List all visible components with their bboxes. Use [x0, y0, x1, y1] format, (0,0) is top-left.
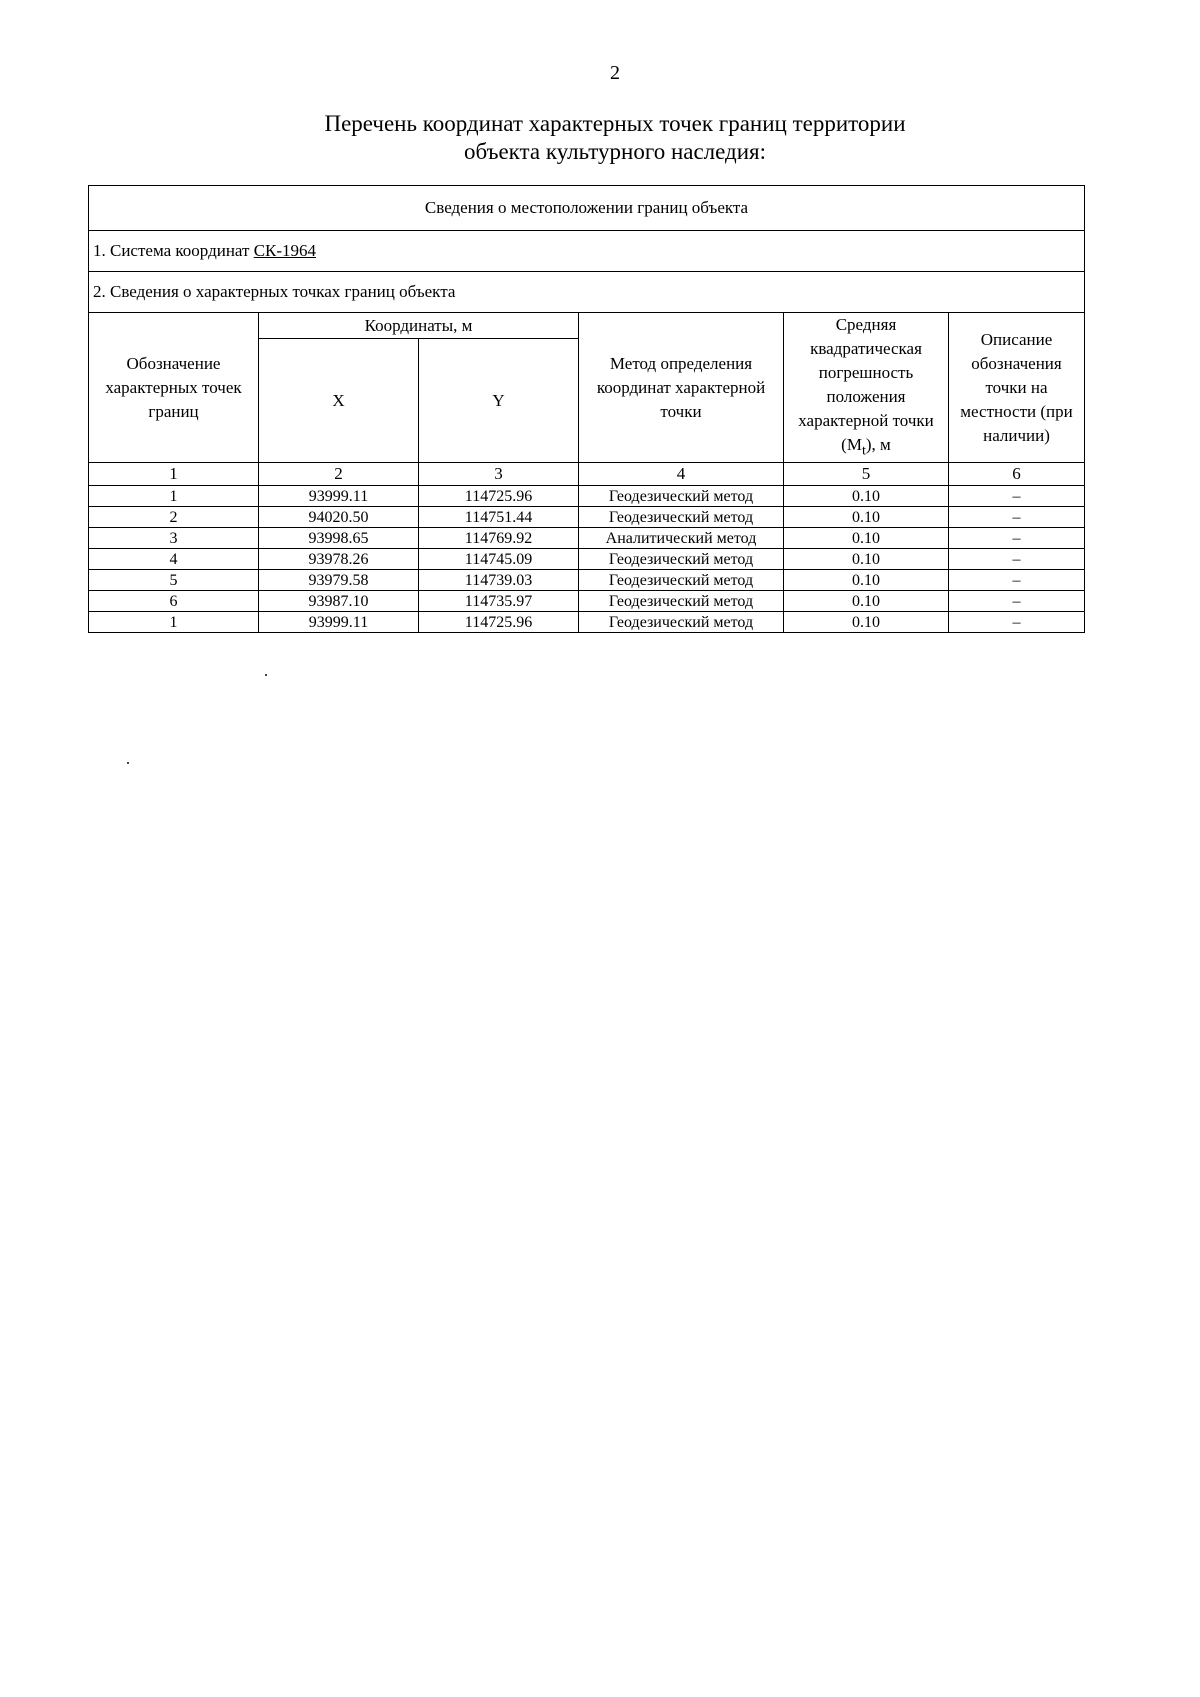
cell-x: 93999.11: [259, 486, 419, 507]
cell-error: 0.10: [784, 591, 949, 612]
cell-error: 0.10: [784, 549, 949, 570]
cell-x: 94020.50: [259, 507, 419, 528]
cell-description: –: [949, 591, 1085, 612]
header-error-subscript: t: [861, 442, 866, 459]
table-row: [89, 591, 1085, 612]
column-number: 1: [89, 463, 259, 486]
page-number: 2: [610, 62, 620, 84]
cell-error: 0.10: [784, 507, 949, 528]
cell-method: Аналитический метод: [579, 528, 784, 549]
cell-description: –: [949, 612, 1085, 633]
cell-method: Геодезический метод: [579, 507, 784, 528]
cell-point: 4: [89, 549, 259, 570]
cell-y: 114745.09: [419, 549, 579, 570]
header-y: Y: [419, 339, 579, 463]
table-row: [89, 507, 1085, 528]
coordinate-system-label: 1. Система координат: [93, 241, 254, 260]
cell-x: 93987.10: [259, 591, 419, 612]
column-numbers-row: [89, 463, 1085, 486]
header-coordinates: Координаты, м: [259, 313, 579, 339]
header-x: X: [259, 339, 419, 463]
cell-description: –: [949, 570, 1085, 591]
cell-method: Геодезический метод: [579, 612, 784, 633]
scan-speck: [265, 674, 267, 676]
cell-y: 114725.96: [419, 612, 579, 633]
header-description: Описание обозначения точки на местности (при наличии): [949, 313, 1085, 463]
cell-y: 114769.92: [419, 528, 579, 549]
cell-method: Геодезический метод: [579, 570, 784, 591]
title-line-2: объекта культурного наследия:: [463, 139, 767, 164]
cell-description: –: [949, 549, 1085, 570]
coordinate-system-row: [89, 231, 1085, 272]
cell-point: 1: [89, 612, 259, 633]
cell-error: 0.10: [784, 612, 949, 633]
header-method: Метод определения координат характерной точки: [579, 313, 784, 463]
table-row: [89, 549, 1085, 570]
cell-description: –: [949, 507, 1085, 528]
cell-point: 2: [89, 507, 259, 528]
cell-x: 93978.26: [259, 549, 419, 570]
cell-error: 0.10: [784, 528, 949, 549]
table-row: [89, 528, 1085, 549]
cell-description: –: [949, 486, 1085, 507]
cell-point: 5: [89, 570, 259, 591]
cell-point: 1: [89, 486, 259, 507]
cell-y: 114739.03: [419, 570, 579, 591]
cell-x: 93998.65: [259, 528, 419, 549]
cell-y: 114735.97: [419, 591, 579, 612]
scan-speck: [127, 762, 129, 764]
header-error: Средняя квадратическая погрешность положения характерной точки $(M_t)$, м: [784, 313, 949, 463]
cell-method: Геодезический метод: [579, 486, 784, 507]
cell-point: 6: [89, 591, 259, 612]
page-title: [0, 110, 1200, 166]
coordinates-table: [88, 185, 1085, 633]
cell-x: 93999.11: [259, 612, 419, 633]
table-row: [89, 612, 1085, 633]
cell-method: Геодезический метод: [579, 591, 784, 612]
cell-description: –: [949, 528, 1085, 549]
cell-y: 114725.96: [419, 486, 579, 507]
cell-x: 93979.58: [259, 570, 419, 591]
cell-error: 0.10: [784, 570, 949, 591]
column-number: 5: [784, 463, 949, 486]
points-section-title: 2. Сведения о характерных точках границ объекта: [89, 272, 1085, 313]
column-number: 2: [259, 463, 419, 486]
column-number: 4: [579, 463, 784, 486]
table-row: [89, 570, 1085, 591]
cell-method: Геодезический метод: [579, 549, 784, 570]
cell-error: 0.10: [784, 486, 949, 507]
section-title: Сведения о местоположении границ объекта: [89, 186, 1085, 231]
coordinate-system-value: СК-1964: [253, 241, 317, 260]
title-line-1: Перечень координат характерных точек границ территории: [324, 111, 906, 136]
cell-y: 114751.44: [419, 507, 579, 528]
column-number: 6: [949, 463, 1085, 486]
column-number: 3: [419, 463, 579, 486]
cell-point: 3: [89, 528, 259, 549]
header-designation: Обозначение характерных точек границ: [89, 313, 259, 463]
table-row: [89, 486, 1085, 507]
